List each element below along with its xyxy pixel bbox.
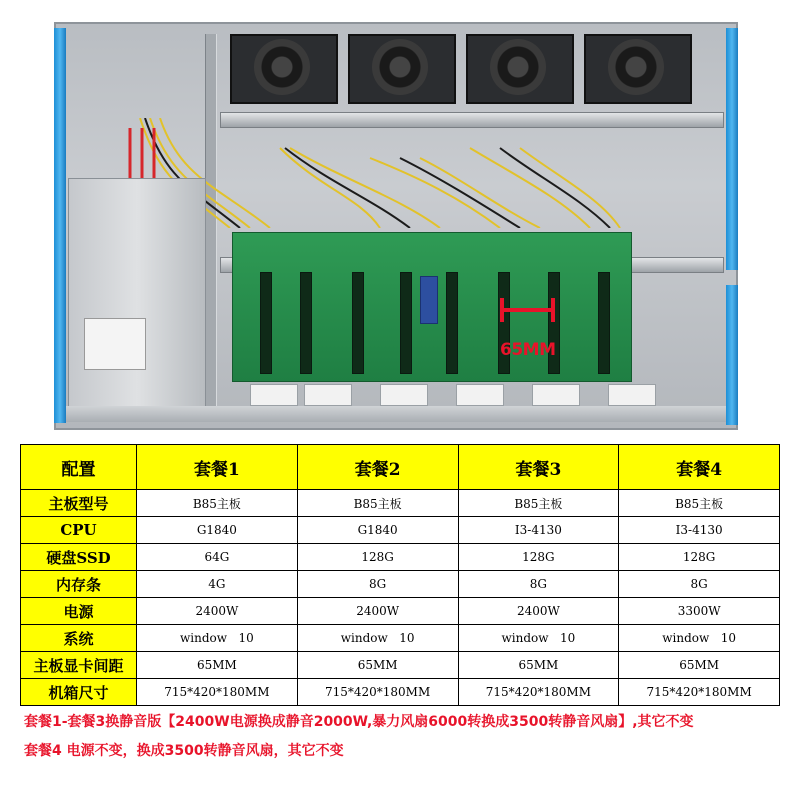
pcie-bracket-cover xyxy=(304,384,352,406)
table-cell: 65MM xyxy=(458,652,619,679)
table-cell: window 10 xyxy=(297,625,458,652)
case-fan xyxy=(584,34,692,104)
table-cell: 715*420*180MM xyxy=(619,679,780,706)
table-cell: 8G xyxy=(458,571,619,598)
pcie-bracket-cover xyxy=(380,384,428,406)
pcie-slot xyxy=(352,272,364,374)
row-label-cpu: CPU xyxy=(21,517,137,544)
table-cell: 2400W xyxy=(458,598,619,625)
table-row xyxy=(21,571,780,598)
table-cell: 128G xyxy=(297,544,458,571)
psu-spec-label xyxy=(84,318,146,370)
row-label-chassis-size: 机箱尺寸 xyxy=(21,679,137,706)
power-supply-unit xyxy=(68,178,206,418)
table-cell: window 10 xyxy=(458,625,619,652)
table-row xyxy=(21,679,780,706)
table-cell: 715*420*180MM xyxy=(137,679,298,706)
chassis-blue-trim-right-lower xyxy=(726,285,738,425)
row-label-motherboard: 主板型号 xyxy=(21,490,137,517)
table-cell: I3-4130 xyxy=(458,517,619,544)
chassis-blue-trim-left xyxy=(54,28,66,423)
row-label-ssd: 硬盘SSD xyxy=(21,544,137,571)
case-fan xyxy=(348,34,456,104)
chassis-bottom-lip xyxy=(66,406,726,422)
table-cell: 65MM xyxy=(137,652,298,679)
table-cell: 64G xyxy=(137,544,298,571)
pcie-bracket-cover xyxy=(532,384,580,406)
table-cell: window 10 xyxy=(619,625,780,652)
case-fan xyxy=(230,34,338,104)
pcie-slot xyxy=(260,272,272,374)
row-label-gpu-spacing: 主板显卡间距 xyxy=(21,652,137,679)
table-cell: 715*420*180MM xyxy=(297,679,458,706)
pcie-bracket-cover xyxy=(456,384,504,406)
table-cell: 2400W xyxy=(297,598,458,625)
table-row xyxy=(21,544,780,571)
package-spec-table xyxy=(20,444,780,706)
table-row xyxy=(21,490,780,517)
table-corner-label: 配置 xyxy=(21,445,137,490)
pcie-slot xyxy=(400,272,412,374)
pcie-bracket-cover xyxy=(250,384,298,406)
table-row xyxy=(21,652,780,679)
row-label-system: 系统 xyxy=(21,625,137,652)
msata-ssd xyxy=(420,276,438,324)
column-header-package-2: 套餐2 xyxy=(297,445,458,490)
table-row xyxy=(21,517,780,544)
pcie-slot xyxy=(300,272,312,374)
row-label-power-supply: 电源 xyxy=(21,598,137,625)
table-cell: window 10 xyxy=(137,625,298,652)
table-cell: 65MM xyxy=(297,652,458,679)
column-header-package-1: 套餐1 xyxy=(137,445,298,490)
dimension-tick-right xyxy=(551,298,555,322)
pcie-slot xyxy=(446,272,458,374)
dimension-bar xyxy=(503,308,553,312)
table-cell: B85主板 xyxy=(619,490,780,517)
table-cell: 128G xyxy=(458,544,619,571)
table-cell: 4G xyxy=(137,571,298,598)
table-header-row xyxy=(21,445,780,490)
table-row xyxy=(21,598,780,625)
table-cell: B85主板 xyxy=(137,490,298,517)
table-cell: I3-4130 xyxy=(619,517,780,544)
chassis-blue-trim-right xyxy=(726,28,738,270)
column-header-package-3: 套餐3 xyxy=(458,445,619,490)
column-header-package-4: 套餐4 xyxy=(619,445,780,490)
package-4-note: 套餐4 电源不变，换成3500转静音风扇，其它不变 xyxy=(24,743,344,759)
table-row xyxy=(21,625,780,652)
table-cell: 3300W xyxy=(619,598,780,625)
slot-spacing-label: 65MM xyxy=(500,340,556,360)
table-cell: 715*420*180MM xyxy=(458,679,619,706)
table-cell: 8G xyxy=(297,571,458,598)
table-cell: 8G xyxy=(619,571,780,598)
case-fan xyxy=(466,34,574,104)
table-cell: G1840 xyxy=(297,517,458,544)
pcie-bracket-cover xyxy=(608,384,656,406)
pcie-slot xyxy=(598,272,610,374)
silent-version-note: 套餐1-套餐3换静音版【2400W电源换成静音2000W,暴力风扇6000转换成3500转静音风扇】,其它不变 xyxy=(24,714,694,730)
table-cell: G1840 xyxy=(137,517,298,544)
row-label-memory: 内存条 xyxy=(21,571,137,598)
table-cell: B85主板 xyxy=(458,490,619,517)
table-cell: 2400W xyxy=(137,598,298,625)
table-cell: B85主板 xyxy=(297,490,458,517)
table-cell: 65MM xyxy=(619,652,780,679)
table-cell: 128G xyxy=(619,544,780,571)
